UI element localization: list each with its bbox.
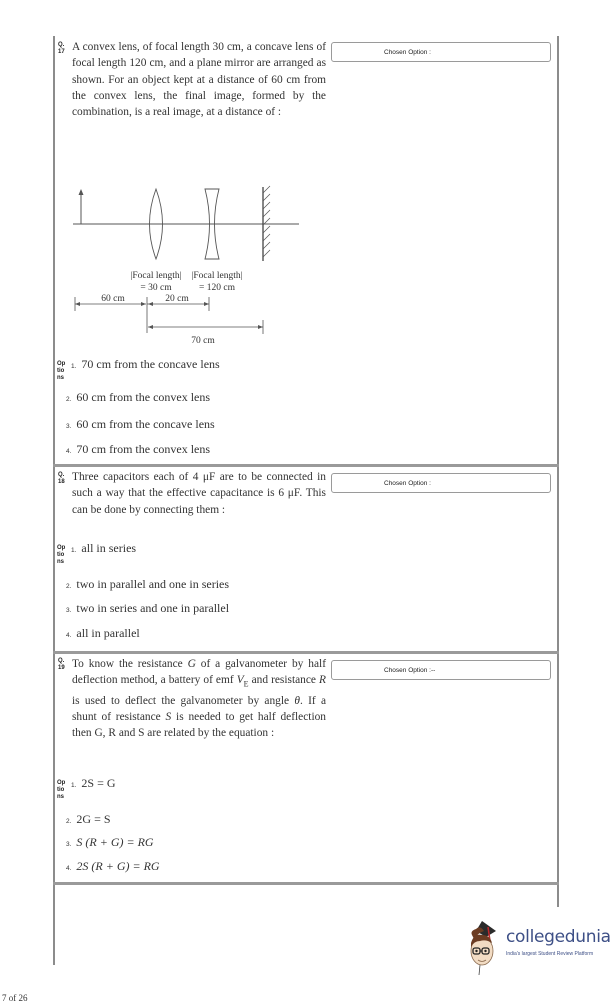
object-arrow-icon (79, 189, 84, 224)
chosen-option-box: Chosen Option :-- (331, 660, 551, 680)
question-number: Q. 19 (58, 658, 65, 671)
collegedunia-logo (466, 917, 611, 983)
svg-text:|Focal length|: |Focal length| (130, 271, 182, 281)
svg-text:= 120 cm: = 120 cm (199, 283, 235, 293)
svg-text:= 30 cm: = 30 cm (140, 283, 172, 293)
question-17 (53, 36, 559, 464)
question-number (58, 42, 65, 56)
option-2: 2. two in parallel and one in series (66, 577, 230, 591)
option-3: 3. 60 cm from the concave lens (66, 417, 215, 431)
q-number: 17 (58, 49, 65, 55)
question-text: A convex lens, of focal length 30 cm, a concave lens of focal length 120 cm, and a plane mirror are arranged as shown. For an object kept at a distance of 60 cm from the convex lens, the final image, formed by the combination, is a real image, at a distance of : (72, 41, 326, 119)
option-2: 2. 60 cm from the convex lens (66, 390, 211, 404)
option-4: 4. 70 cm from the convex lens (66, 442, 211, 456)
options-label: Op tio ns (57, 361, 66, 381)
option-4: 4. all in parallel (66, 626, 140, 640)
options-label: Op tio ns (57, 780, 66, 800)
optics-diagram (67, 171, 303, 351)
chosen-option-box: Chosen Option : (331, 42, 551, 62)
svg-text:70 cm: 70 cm (191, 336, 215, 346)
option-1: 1. all in series (71, 541, 137, 555)
page-number: 7 of 26 (2, 993, 28, 1003)
option-1: 1. 2S = G (71, 776, 116, 790)
question-18 (53, 467, 559, 651)
option-4: 4. 2S (R + G) = RG (66, 859, 160, 873)
page-right-border-stub (557, 885, 559, 907)
chosen-option-box: Chosen Option : (331, 473, 551, 493)
question-number: Q. 18 (58, 472, 65, 485)
mascot-icon (466, 917, 506, 979)
option-3: 3. two in series and one in parallel (66, 601, 230, 615)
svg-text:|Focal length|: |Focal length| (191, 271, 243, 281)
q-label: Q. (58, 42, 65, 48)
logo-wordmark: collegedunia (506, 927, 611, 947)
question-text: To know the resistance G of a galvanometer by half deflection method, a battery of emf $V_E$ and resistance R is used to deflect the galvanometer by angle θ. If a shunt of resistance S is needed to get half deflection then G, R and S are related by the equation : (72, 658, 326, 740)
svg-text:20 cm: 20 cm (165, 294, 189, 304)
logo-tagline: India's largest Student Review Platform (506, 951, 594, 957)
options-label: Op tio ns (57, 545, 66, 565)
option-3: 3. S (R + G) = RG (66, 835, 154, 849)
option-1: 1. 70 cm from the concave lens (71, 357, 220, 371)
question-19 (53, 654, 559, 882)
svg-text:60 cm: 60 cm (101, 294, 125, 304)
question-text: Three capacitors each of 4 μF are to be connected in such a way that the effective capacitance is 6 μF. This can be done by connecting them : (72, 471, 326, 516)
option-2: 2. 2G = S (66, 812, 111, 826)
